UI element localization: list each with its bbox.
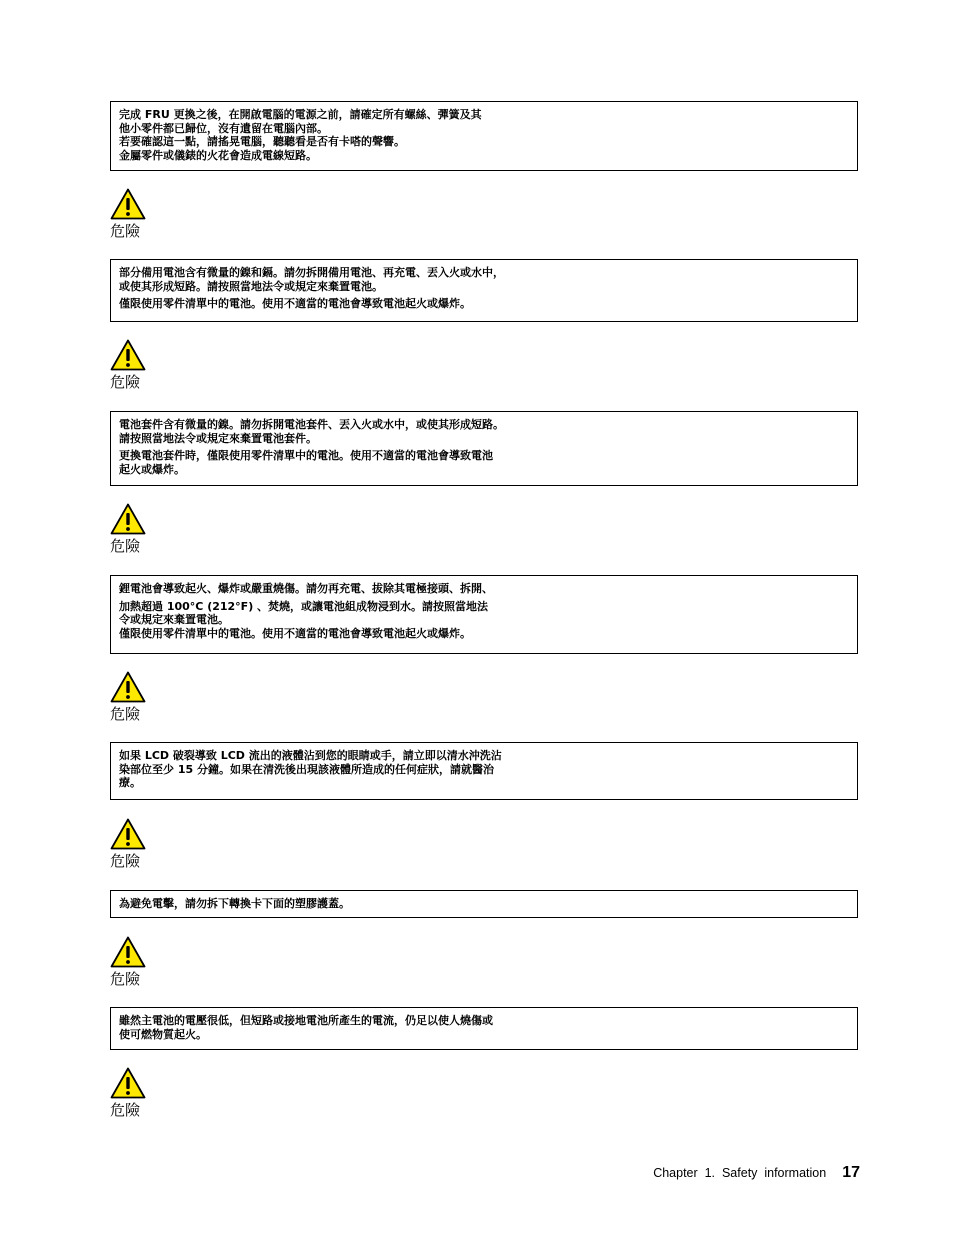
notice-paragraph: 電池套件含有微量的鎳。請勿拆開電池套件、丟入火或水中，或使其形成短路。 請按照當地法令或規定來棄置電池套件。 bbox=[119, 418, 504, 445]
warning-triangle-icon bbox=[110, 1067, 146, 1099]
notice-paragraph: 僅限使用零件清單中的電池。使用不適當的電池會導致電池起火或爆炸。 bbox=[119, 297, 471, 310]
danger-label: 危險 bbox=[110, 537, 141, 555]
notice-box-2 bbox=[110, 259, 858, 322]
danger-warning-5 bbox=[110, 818, 170, 870]
warning-triangle-icon bbox=[110, 671, 146, 703]
danger-label: 危險 bbox=[110, 705, 141, 723]
notice-box-7 bbox=[110, 1007, 858, 1050]
notice-box-3 bbox=[110, 411, 858, 486]
danger-warning-6 bbox=[110, 936, 170, 988]
warning-triangle-icon bbox=[110, 188, 146, 220]
danger-label: 危險 bbox=[110, 222, 141, 240]
notice-box-6 bbox=[110, 890, 858, 918]
danger-warning-3 bbox=[110, 503, 170, 555]
page-number: 17 bbox=[842, 1164, 860, 1181]
danger-warning-1 bbox=[110, 188, 170, 240]
danger-label: 危險 bbox=[110, 852, 141, 870]
notice-paragraph: 為避免電擊，請勿拆下轉換卡下面的塑膠護蓋。 bbox=[119, 897, 350, 910]
warning-triangle-icon bbox=[110, 936, 146, 968]
page-footer bbox=[653, 1164, 860, 1182]
danger-warning-7 bbox=[110, 1067, 170, 1119]
notice-paragraph: 部分備用電池含有微量的鎳和鎘。請勿拆開備用電池、再充電、丟入火或水中， 或使其形成短路。請按照當地法令或規定來棄置電池。 bbox=[119, 266, 504, 293]
danger-warning-2 bbox=[110, 339, 170, 391]
notice-box-1 bbox=[110, 101, 858, 171]
notice-paragraph: 更換電池套件時，僅限使用零件清單中的電池。使用不適當的電池會導致電池 起火或爆炸。 bbox=[119, 449, 493, 476]
danger-label: 危險 bbox=[110, 970, 141, 988]
notice-paragraph: 完成 FRU 更換之後，在開啟電腦的電源之前，請確定所有螺絲、彈簧及其 他小零件都已歸位，沒有遺留在電腦內部。 若要確認這一點，請搖晃電腦，聽聽看是否有卡嗒的聲響。 金屬零件或儀錶的火花會造成電線短路。 bbox=[119, 108, 482, 162]
warning-triangle-icon bbox=[110, 339, 146, 371]
danger-label: 危險 bbox=[110, 373, 141, 391]
danger-label: 危險 bbox=[110, 1101, 141, 1119]
danger-warning-4 bbox=[110, 671, 170, 723]
warning-triangle-icon bbox=[110, 818, 146, 850]
chapter-title: Chapter 1. Safety information bbox=[653, 1166, 827, 1180]
warning-triangle-icon bbox=[110, 503, 146, 535]
notice-paragraph: 鋰電池會導致起火、爆炸或嚴重燒傷。請勿再充電、拔除其電極接頭、拆開、 bbox=[119, 582, 493, 595]
notice-box-5 bbox=[110, 742, 858, 800]
notice-paragraph: 如果 LCD 破裂導致 LCD 流出的液體沾到您的眼睛或手，請立即以清水沖洗沾 染部位至少 15 分鐘。如果在清洗後出現該液體所造成的任何症狀，請就醫治 療。 bbox=[119, 749, 502, 789]
notice-paragraph: 加熱超過 100°C (212°F) 、焚燒，或讓電池組成物浸到水。請按照當地法 令或規定來棄置電池。 僅限使用零件清單中的電池。使用不適當的電池會導致電池起火或爆炸。 bbox=[119, 599, 489, 640]
notice-box-4 bbox=[110, 575, 858, 654]
notice-paragraph: 雖然主電池的電壓很低，但短路或接地電池所產生的電流，仍足以使人燒傷或 使可燃物質起火。 bbox=[119, 1014, 493, 1041]
